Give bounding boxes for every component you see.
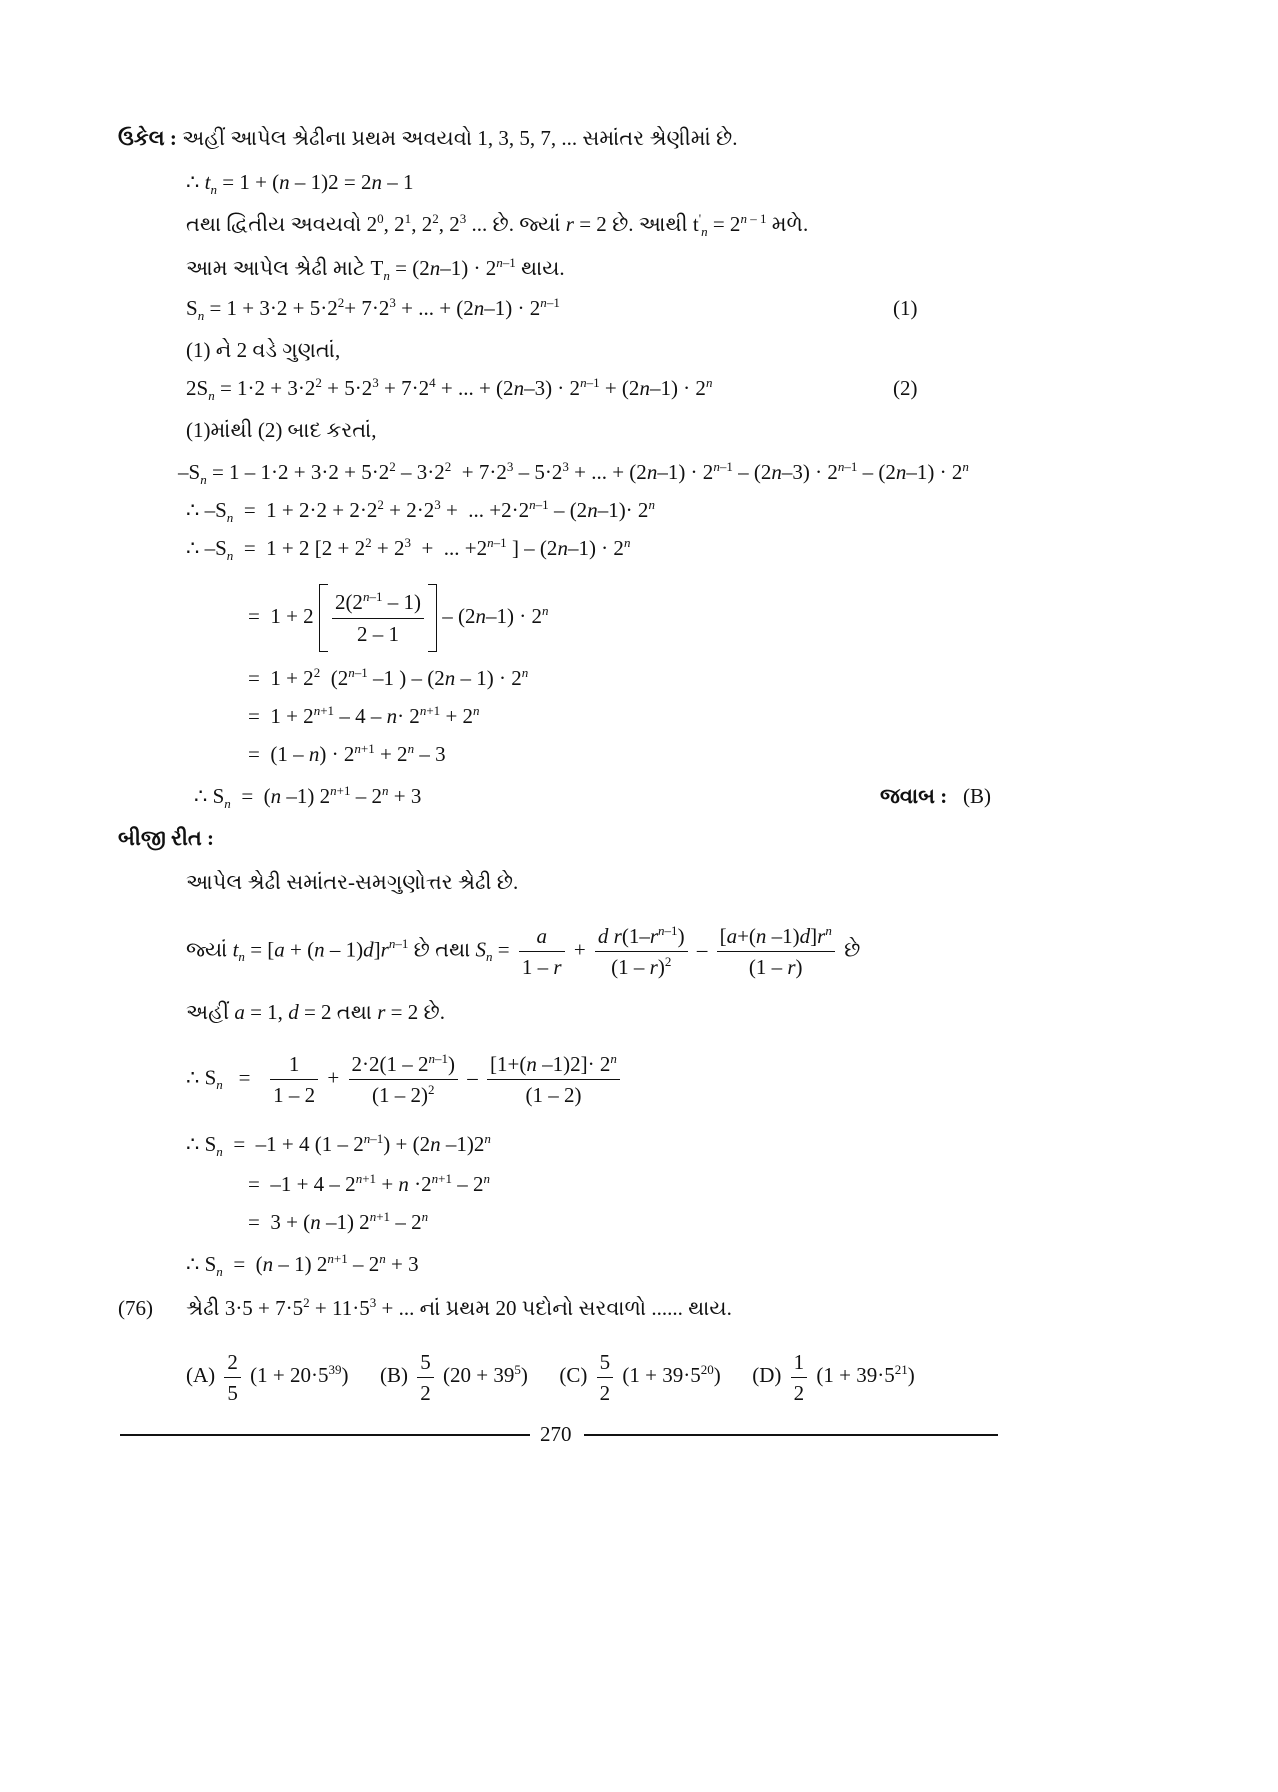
solution-intro-text: અહીં આપેલ શ્રેઢીના પ્રથમ અવયવો 1, 3, 5, 7, ... સમાંતર શ્રેણીમાં છે. <box>182 126 738 150</box>
text-here-b: તથા <box>336 1000 372 1024</box>
equation-neg-sn: $-S_n = 1 - 1\cdot 2 + 3\cdot 2 + 5\cdot 2^2 - 3\cdot 2^2 + 7\cdot 2^3 - 5\cdot 2^3$ + ... + $(2n-1) \cdot 2^{n-1} - (2n-3) \cdot 2^{n-1} - (2n-1) \cdot 2^n$ <box>178 458 969 487</box>
equation-2sn: $2S_n = 1\cdot 2 + 3\cdot 2^2 + 5\cdot 2^3 + 7\cdot 2^4$ + ... + $(2n-3) \cdot 2^{n-1} + (2n-1) \cdot 2^n$ <box>186 374 713 403</box>
text-second-factors-b: છે. જ્યાં <box>492 212 561 236</box>
option-c[interactable]: (C) $\frac{5}{2}$ $(1 + 39\cdot 5^{20})$ <box>559 1350 726 1406</box>
option-b[interactable]: (B) $\frac{5}{2}$ $(20 + 39^5)$ <box>380 1350 534 1406</box>
equation-fraction-step: = 1 + 2 $\frac{2(2^{n-1} - 1)}{2 - 1}$ – $(2n-1) \cdot 2^n$ <box>248 584 548 652</box>
solution-intro <box>118 128 737 149</box>
question-options <box>186 1350 915 1405</box>
question-text: શ્રેઢી $3\cdot 5 + 7\cdot 5^2 + 11\cdot 5^3$ + ... નાં પ્રથમ 20 પદોનો સરવાળો ...... થાય. <box>186 1294 732 1320</box>
right-bracket <box>428 584 437 652</box>
option-d[interactable]: (D) $\frac{1}{2}$ $(1 + 39\cdot 5^{21})$ <box>752 1350 915 1406</box>
question-text-b: નાં પ્રથમ 20 પદોનો સરવાળો ...... થાય. <box>419 1296 732 1320</box>
formula-line: જ્યાં $t_n = [a + (n - 1)d]r^{n-1}$ છે તથા $S_n$ = $\frac{a}{1 - r}$ + $\frac{d r(1-r^{n-1})}{(1 - r)^2}$ – $\frac{[a+(n -1)d]r^n}{(1 - r)}$ છે <box>186 922 861 980</box>
option-c-label: (C) <box>559 1363 588 1388</box>
option-b-label: (B) <box>380 1363 409 1388</box>
ap-gp-text: આપેલ શ્રેઢી સમાંતર-સમગુણોત્તર શ્રેઢી છે. <box>186 870 519 894</box>
alt-step-b: = $-1 + 4 - 2^{n+1} + n \cdot 2^{n+1} - 2^n$ <box>248 1170 491 1196</box>
text-thus-series-a: આમ આપેલ શ્રેઢી માટે <box>186 256 366 280</box>
option-a[interactable]: (A) $\frac{2}{5}$ $(1 + 20\cdot 5^{39})$ <box>186 1350 354 1406</box>
left-bracket <box>319 584 328 652</box>
alt-method-heading: બીજી રીત : <box>118 826 215 850</box>
text-here-c: છે. <box>423 1000 445 1024</box>
thus-series-line: આમ આપેલ શ્રેઢી માટે $T_n = (2n-1) \cdot 2^{n-1}$ થાય. <box>186 254 565 283</box>
text-second-factors-d: મળે. <box>771 212 809 236</box>
text-and: છે તથા <box>413 937 471 962</box>
text-here-a: અહીં <box>186 1000 230 1024</box>
equation-tag-2: (2) <box>893 376 918 400</box>
alt-result: ∴ $S_n = (n - 1)$ $2^{n+1} - 2^n + 3$ <box>186 1250 419 1279</box>
alt-step-c: = 3 + (n –1) $2^{n+1} - 2^n$ <box>248 1208 429 1234</box>
answer-label: જવાબ : <box>880 784 948 808</box>
second-factors-line: તથા દ્વિતીય અવયવો $2^0$, $2^1$, $2^2$, $2^3$ ... છે. જ્યાં r = 2 છે. આથી $t'_n = 2^{n - 1}$ મળે. <box>186 210 809 239</box>
text-thus-series-b: થાય. <box>520 256 565 280</box>
text-is: છે <box>844 937 861 962</box>
multiply-text: (1) ને 2 વડે ગુણતાં, <box>186 338 341 362</box>
text-second-factors-a: તથા દ્વિતીય અવયવો <box>186 212 362 236</box>
equation-sn: $S_n = 1 + 3\cdot 2 + 5\cdot 2^2+ 7\cdot 2^3$ + ... + $(2n-1) \cdot 2^{n-1}$ <box>186 294 560 323</box>
solution-label: ઉકેલ : <box>118 126 177 150</box>
page-number: 270 <box>540 1422 572 1446</box>
equation-tag-1: (1) <box>893 296 918 320</box>
alt-step-a: ∴ $S_n = -1 + 4$ $(1 - 2^{n-1}) + (2n$ –1)2$^n$ <box>186 1130 491 1159</box>
here-line: અહીં a = 1, d = 2 તથા r = 2 છે. <box>186 1000 445 1024</box>
subtract-text: (1)માંથી (2) બાદ કરતાં, <box>186 418 377 442</box>
question-number: (76) <box>118 1296 153 1320</box>
footer-rule-left <box>120 1434 530 1436</box>
equation-step-b: = $1 + 2^{n+1} - 4 - n\cdot 2^{n+1} + 2^n$ <box>248 702 480 728</box>
option-d-label: (D) <box>752 1363 782 1388</box>
alt-sn-fraction: ∴ $S_n$ = $\frac{1}{1 - 2}$ + $\frac{2\cdot 2(1 - 2^{n-1})}{(1 - 2)^2}$ – $\frac{[1+(n -1)2]\cdot 2^n}{(1 - 2)}$ <box>186 1052 624 1107</box>
text-where: જ્યાં <box>186 937 228 962</box>
equation-neg-sn-3: ∴ $-S_n = 1 + 2$ [$2 + 2^2 + 2^3$ + ... $+2^{n-1}$ ] – $(2n-1) \cdot 2^n$ <box>186 534 631 563</box>
equation-neg-sn-2: ∴ $-S_n = 1 + 2\cdot 2 + 2\cdot 2^2 + 2\cdot 2^3$ + ... $+2\cdot 2^{n-1} - (2n-1)\cdot 2^n$ <box>186 496 655 525</box>
text-second-factors-c: છે. આથી <box>612 212 688 236</box>
equation-tn: ∴ $t_n = 1 + (n - 1)2 = 2n - 1$ <box>186 170 414 197</box>
equation-result: ∴ $S_n = (n$ –1) $2^{n+1} - 2^n + 3$ <box>194 782 422 811</box>
equation-step-c: = $(1 - n) \cdot 2^{n+1} + 2^n - 3$ <box>248 740 446 766</box>
option-a-label: (A) <box>186 1363 216 1388</box>
question-text-a: શ્રેઢી <box>186 1296 220 1320</box>
equation-step-a: = $1 + 2^2$ (2$^{n-1}$ –1 ) – $(2n - 1) \cdot 2^n$ <box>248 664 529 690</box>
footer-rule-right <box>584 1434 998 1436</box>
answer <box>880 786 991 807</box>
answer-value: (B) <box>962 784 991 808</box>
